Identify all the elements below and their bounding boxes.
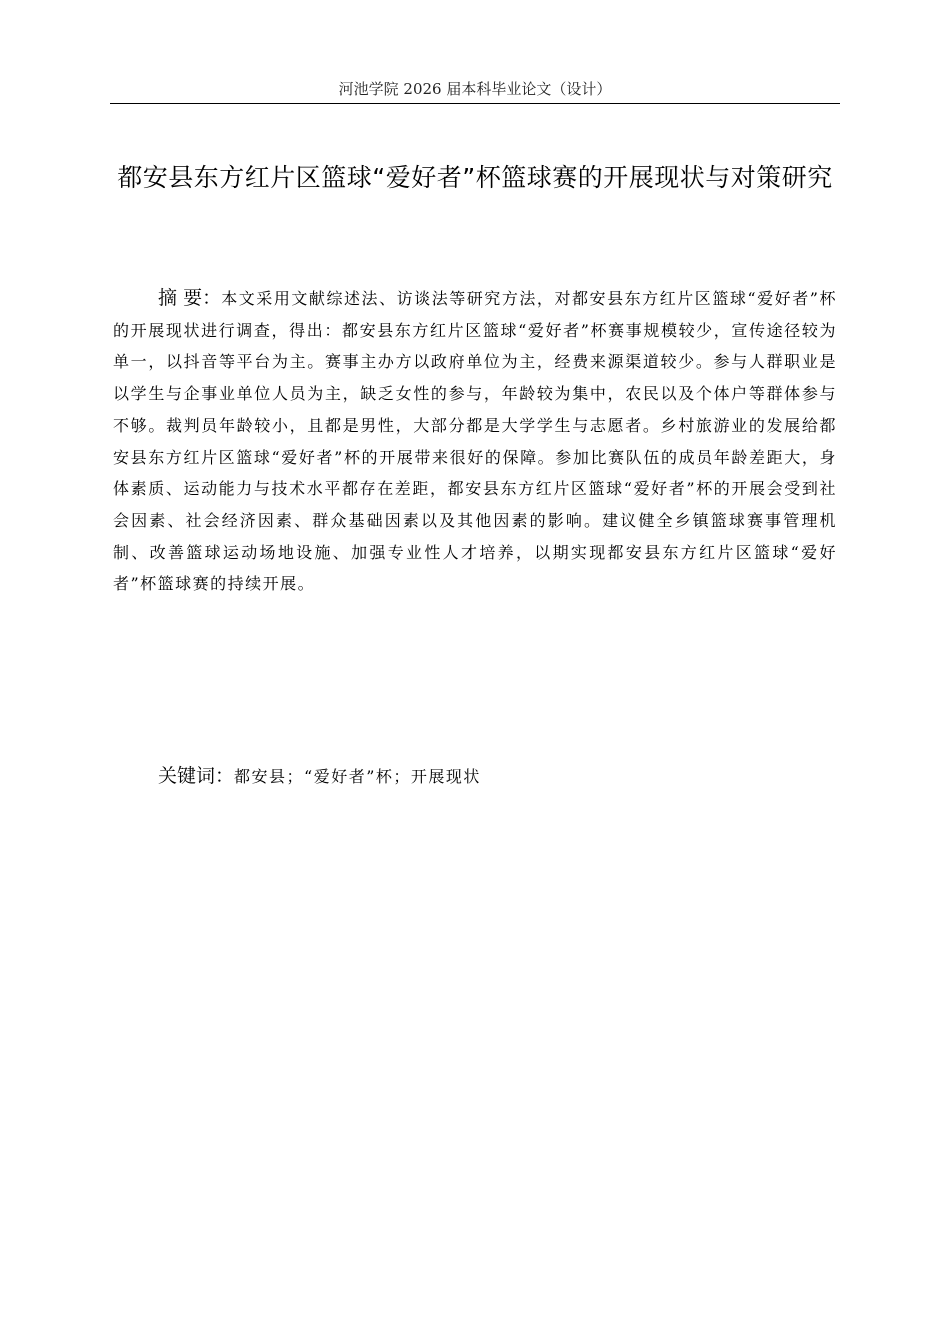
paper-title: 都安县东方红片区篮球“爱好者”杯篮球赛的开展现状与对策研究 [117,163,833,192]
keywords-text: 都安县；“爱好者”杯；开展现状 [234,767,481,786]
keywords-line [158,760,838,793]
running-header: 河池学院 2026 届本科毕业论文（设计） [338,80,612,98]
abstract-label: 摘 要： [158,287,222,309]
abstract-text: 本文采用文献综述法、访谈法等研究方法，对都安县东方红片区篮球“爱好者”杯的开展现状进行调查，得出：都安县东方红片区篮球“爱好者”杯赛事规模较少，宣传途径较为单一，以抖音等平台为主。赛事主办方以政府单位为主，经费来源渠道较少。参与人群职业是以学生与企事业单位人员为主，缺乏女性的参与，年龄较为集中，农民以及个体户等群体参与不够。裁判员年龄较小，且都是男性，大部分都是大学学生与志愿者。乡村旅游业的发展给都安县东方红片区篮球“爱好者”杯的开展带来很好的保障。参加比赛队伍的成员年龄差距大，身体素质、运动能力与技术水平都存在差距，都安县东方红片区篮球“爱好者”杯的开展会受到社会因素、社会经济因素、群众基础因素以及其他因素的影响。建议健全乡镇篮球赛事管理机制、改善篮球运动场地设施、加强专业性人才培养，以期实现都安县东方红片区篮球“爱好者”杯篮球赛的持续开展。 [113,289,837,594]
abstract-paragraph [113,283,837,600]
header-rule [110,103,840,104]
keywords-label: 关键词： [158,765,235,787]
